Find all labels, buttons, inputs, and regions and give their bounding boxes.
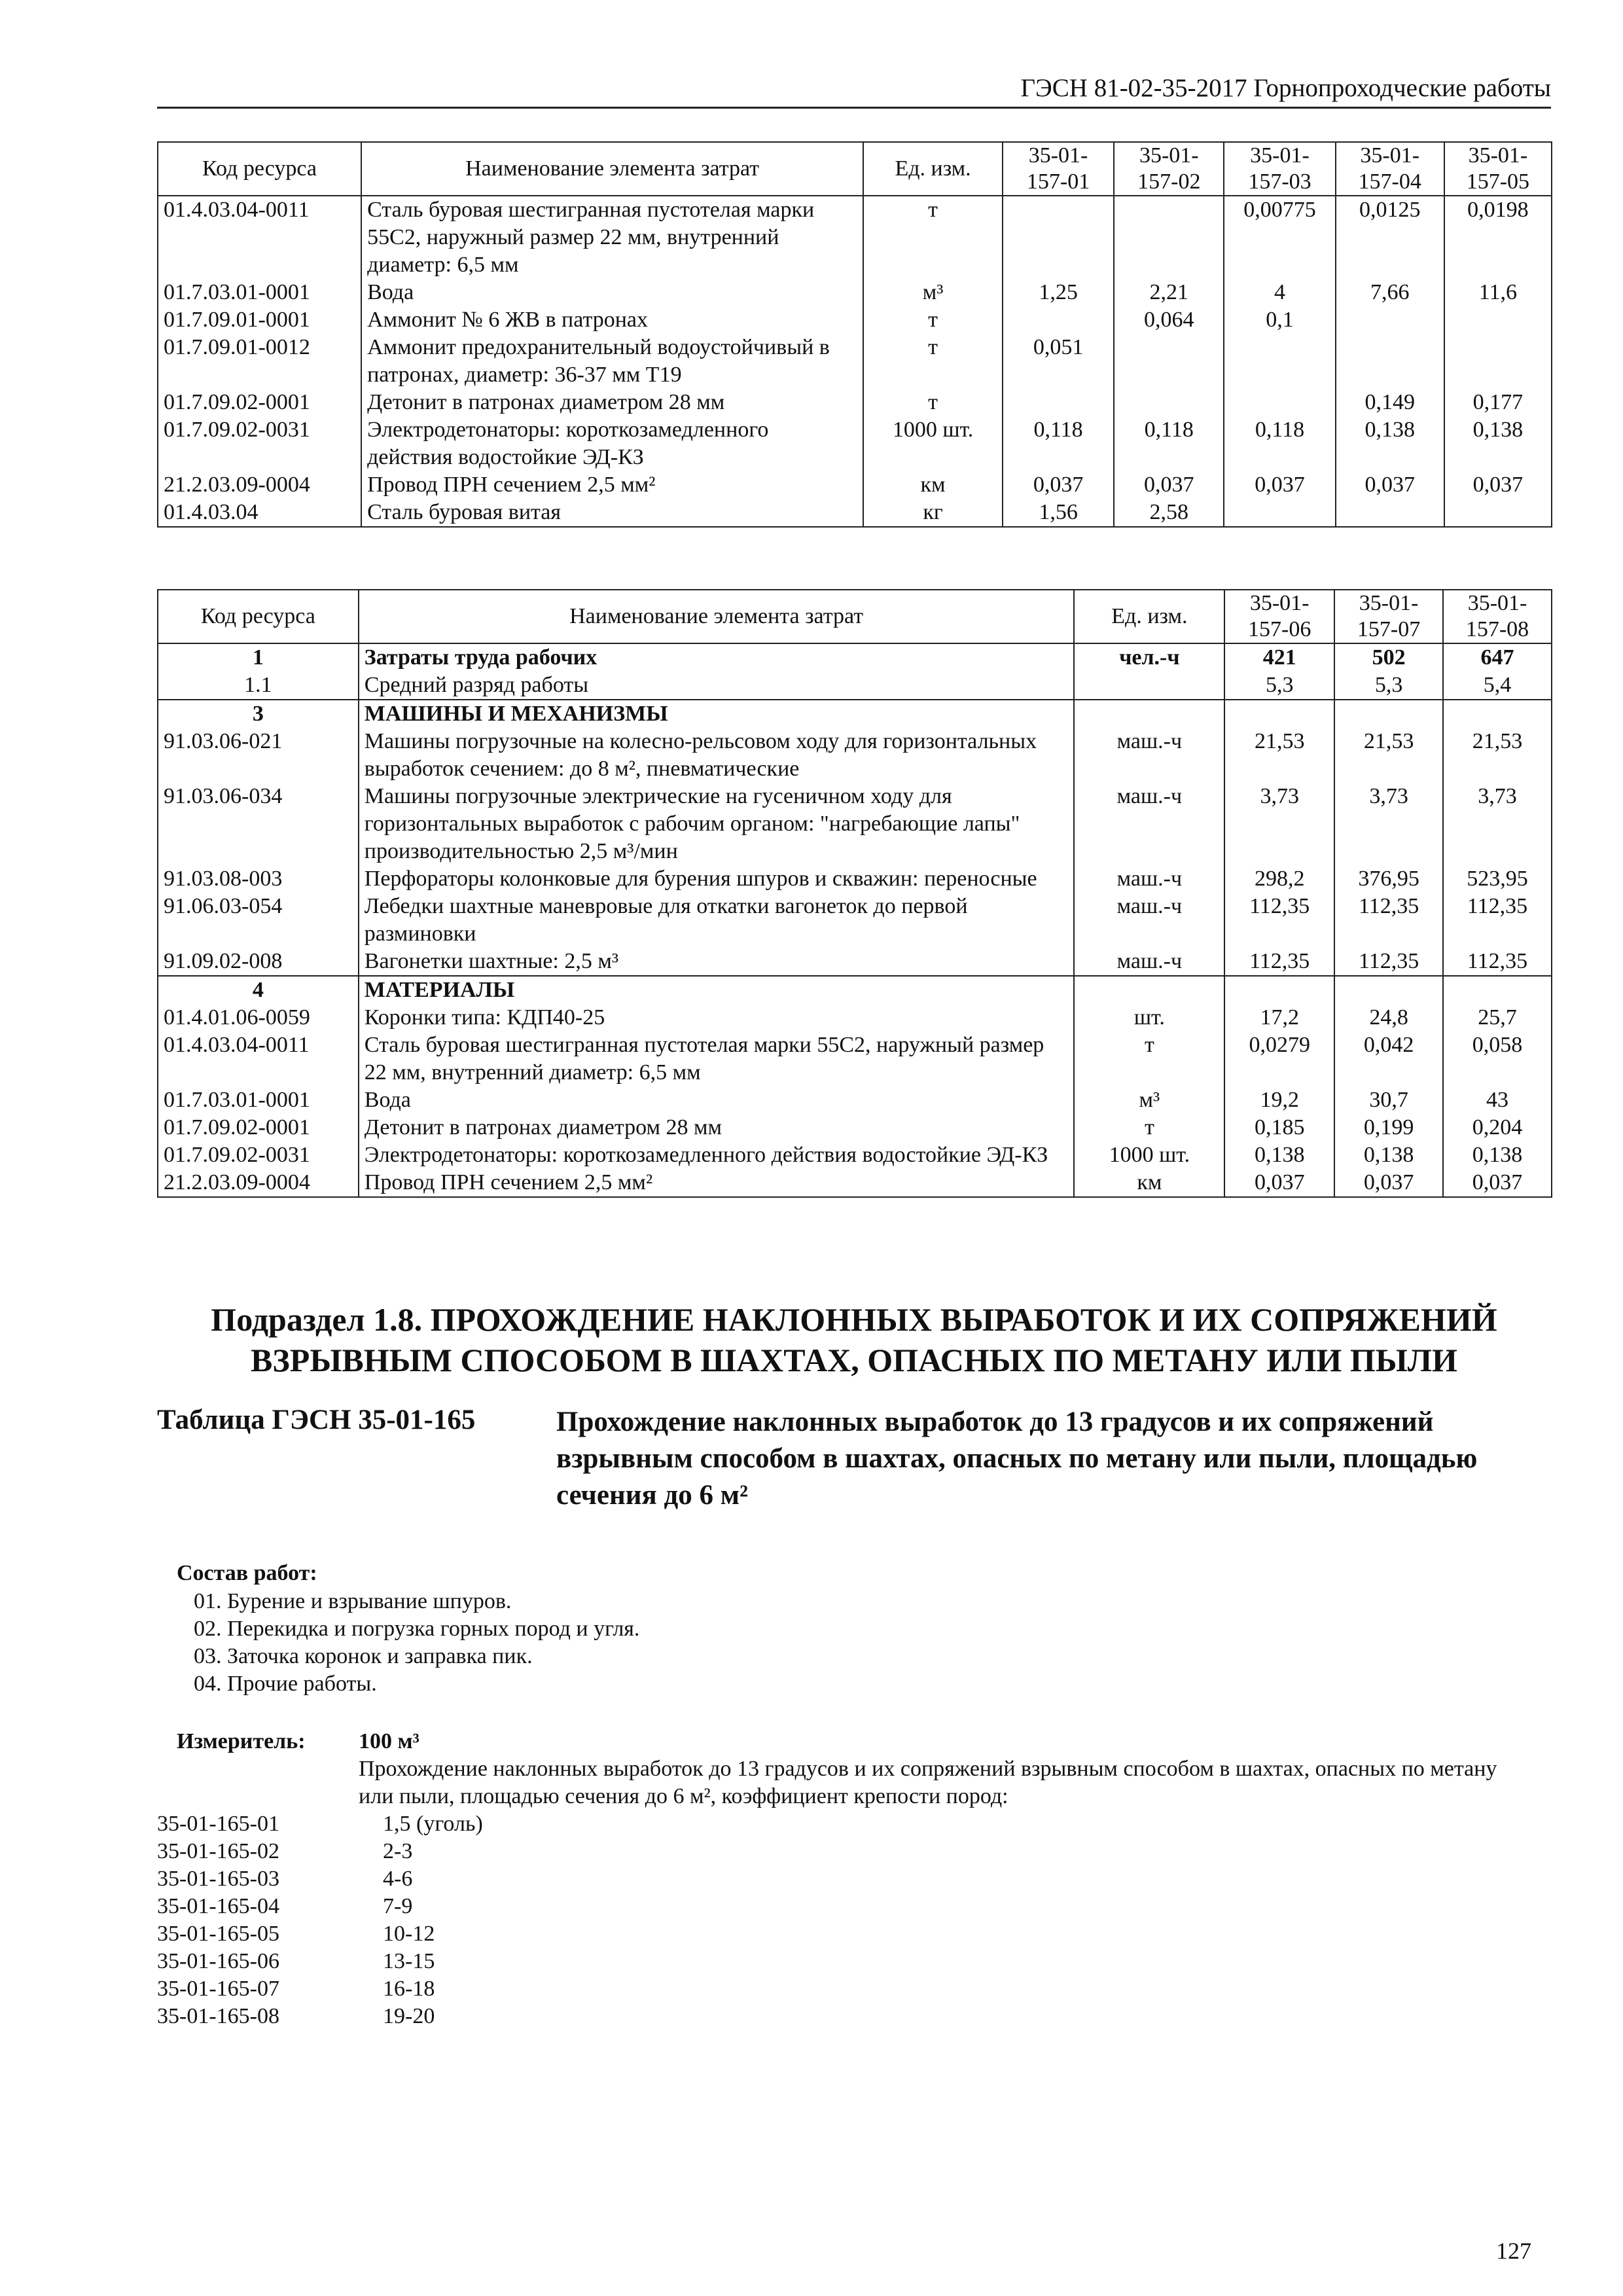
table-cell: 0,042: [1334, 1031, 1443, 1086]
table-cell: Аммонит № 6 ЖВ в патронах: [361, 306, 863, 334]
table-cell: [1444, 499, 1552, 527]
table-row: [158, 499, 1552, 527]
table-cell: 4: [1224, 279, 1335, 306]
table-row: [158, 948, 1552, 976]
code-value: 1,5 (уголь): [383, 1812, 483, 1836]
table-cell: 01.7.03.01-0001: [158, 279, 361, 306]
table-cell: 30,7: [1334, 1086, 1443, 1114]
code: 35-01-165-07: [157, 1977, 279, 2001]
table-cell: Перфораторы колонковые для бурения шпуров и скважин: переносные: [359, 865, 1075, 893]
table-cell: 0,118: [1224, 416, 1335, 471]
table-cell: маш.-ч: [1074, 783, 1224, 865]
table-cell: Сталь буровая шестигранная пустотелая марки 55С2, наружный размер 22 мм, внутренний диаметр: 6,5 мм: [361, 196, 863, 279]
table-cell: чел.-ч: [1074, 643, 1224, 672]
table-cell: Лебедки шахтные маневровые для откатки вагонеток до первой разминовки: [359, 893, 1075, 948]
table-cell: МАШИНЫ И МЕХАНИЗМЫ: [359, 700, 1075, 728]
table-cell: 7,66: [1336, 279, 1444, 306]
code-row: [157, 1838, 942, 1865]
table-cell: 523,95: [1443, 865, 1552, 893]
table-cell: 376,95: [1334, 865, 1443, 893]
code-value: 16-18: [383, 1977, 435, 2001]
table-cell: 01.4.03.04-0011: [158, 1031, 359, 1086]
table-cell: маш.-ч: [1074, 865, 1224, 893]
table-row: [158, 279, 1552, 306]
table-cell: м³: [863, 279, 1003, 306]
table-cell: 0,138: [1334, 1141, 1443, 1169]
table-cell: шт.: [1074, 1004, 1224, 1031]
table-cell: 0,037: [1444, 471, 1552, 499]
code: 35-01-165-05: [157, 1922, 279, 1946]
table-row: [158, 783, 1552, 865]
table-cell: Детонит в патронах диаметром 28 мм: [361, 389, 863, 416]
code-row: [157, 1865, 942, 1893]
table-cell: Сталь буровая шестигранная пустотелая марки 55С2, наружный размер 22 мм, внутренний диаметр: 6,5 мм: [359, 1031, 1075, 1086]
column-header: Код ресурса: [158, 142, 361, 196]
table-cell: 91.09.02-008: [158, 948, 359, 976]
table-cell: 0,037: [1443, 1169, 1552, 1197]
table-cell: маш.-ч: [1074, 893, 1224, 948]
table-cell: 0,037: [1224, 1169, 1334, 1197]
table-header-row: [158, 590, 1552, 643]
table-cell: 0,138: [1444, 416, 1552, 471]
table-cell: Сталь буровая витая: [361, 499, 863, 527]
table-row: [158, 643, 1552, 672]
table-cell: 502: [1334, 643, 1443, 672]
table-cell: 21,53: [1334, 728, 1443, 783]
table-cell: Аммонит предохранительный водоустойчивый в патронах, диаметр: 36-37 мм Т19: [361, 334, 863, 389]
table-cell: 21,53: [1224, 728, 1334, 783]
resource-table-2: [157, 589, 1552, 1198]
table-row: [158, 471, 1552, 499]
resource-table-1: [157, 141, 1552, 528]
table-cell: 1,25: [1003, 279, 1114, 306]
table-cell: [1444, 334, 1552, 389]
table-cell: т: [863, 306, 1003, 334]
table-cell: 91.03.06-034: [158, 783, 359, 865]
table-cell: 0,118: [1114, 416, 1224, 471]
code-row: [157, 1810, 942, 1838]
table-cell: 5,3: [1224, 672, 1334, 700]
table-cell: [1334, 976, 1443, 1004]
table-cell: 112,35: [1443, 893, 1552, 948]
subsection-title-line1: Подраздел 1.8. ПРОХОЖДЕНИЕ НАКЛОННЫХ ВЫРАБОТОК И ИХ СОПРЯЖЕНИЙ: [211, 1301, 1497, 1338]
table-cell: [1224, 389, 1335, 416]
code-row: [157, 1948, 942, 1975]
table-cell: Электродетонаторы: короткозамедленного действия водостойкие ЭД-КЗ: [359, 1141, 1075, 1169]
table-cell: [1224, 700, 1334, 728]
measure-value: 100 м³: [359, 1729, 419, 1753]
code: 35-01-165-02: [157, 1839, 279, 1863]
table-cell: 01.7.09.01-0012: [158, 334, 361, 389]
table-cell: Детонит в патронах диаметром 28 мм: [359, 1114, 1075, 1141]
table-row: [158, 1114, 1552, 1141]
table-cell: 5,3: [1334, 672, 1443, 700]
table-cell: 112,35: [1334, 948, 1443, 976]
table-cell: 298,2: [1224, 865, 1334, 893]
table-cell: [1224, 499, 1335, 527]
table-cell: 01.4.01.06-0059: [158, 1004, 359, 1031]
table-row: [158, 976, 1552, 1004]
column-header: 35-01-157-03: [1224, 142, 1335, 196]
column-header: Наименование элемента затрат: [359, 590, 1075, 643]
table-row: [158, 416, 1552, 471]
table-cell: Вагонетки шахтные: 2,5 м³: [359, 948, 1075, 976]
table-row: [158, 389, 1552, 416]
table-cell: 01.7.09.01-0001: [158, 306, 361, 334]
table-cell: Электродетонаторы: короткозамедленного действия водостойкие ЭД-КЗ: [361, 416, 863, 471]
table-cell: [1443, 976, 1552, 1004]
table-cell: 0,037: [1336, 471, 1444, 499]
works-list-item: 02. Перекидка и погрузка горных пород и угля.: [194, 1617, 640, 1641]
table-cell: 0,051: [1003, 334, 1114, 389]
subsection-title-line2: ВЗРЫВНЫМ СПОСОБОМ В ШАХТАХ, ОПАСНЫХ ПО МЕТАНУ ИЛИ ПЫЛИ: [251, 1342, 1457, 1378]
table-cell: 112,35: [1334, 893, 1443, 948]
table-cell: 3: [158, 700, 359, 728]
table-cell: МАТЕРИАЛЫ: [359, 976, 1075, 1004]
table-cell: [1114, 196, 1224, 279]
table-cell: 0,149: [1336, 389, 1444, 416]
codes-list: [157, 1810, 942, 2030]
table-cell: Затраты труда рабочих: [359, 643, 1075, 672]
page-header: ГЭСН 81-02-35-2017 Горнопроходческие работы: [157, 73, 1551, 109]
code-value: 13-15: [383, 1949, 435, 1973]
column-header: Наименование элемента затрат: [361, 142, 863, 196]
table-cell: 2,58: [1114, 499, 1224, 527]
table-cell: т: [863, 334, 1003, 389]
table-cell: 112,35: [1443, 948, 1552, 976]
code-row: [157, 2003, 942, 2030]
table-cell: Средний разряд работы: [359, 672, 1075, 700]
table-cell: 112,35: [1224, 893, 1334, 948]
code-value: 7-9: [383, 1894, 413, 1918]
table-cell: 21,53: [1443, 728, 1552, 783]
subsection-title: [157, 1299, 1551, 1380]
table-cell: 0,058: [1443, 1031, 1552, 1086]
column-header: 35-01-157-05: [1444, 142, 1552, 196]
works-label: Состав работ:: [177, 1561, 317, 1585]
code: 35-01-165-03: [157, 1867, 279, 1891]
table-cell: 01.7.09.02-0031: [158, 416, 361, 471]
table-cell: 21.2.03.09-0004: [158, 471, 361, 499]
table-cell: т: [1074, 1114, 1224, 1141]
table-cell: 01.7.09.02-0001: [158, 1114, 359, 1141]
table-row: [158, 1169, 1552, 1197]
table-cell: 01.4.03.04: [158, 499, 361, 527]
table-cell: 0,0198: [1444, 196, 1552, 279]
table-cell: [1114, 389, 1224, 416]
table-cell: 1000 шт.: [863, 416, 1003, 471]
table-cell: 0,037: [1334, 1169, 1443, 1197]
table-cell: [1336, 306, 1444, 334]
table-cell: 0,138: [1224, 1141, 1334, 1169]
table-header-row: [158, 142, 1552, 196]
table-cell: 0,0279: [1224, 1031, 1334, 1086]
table-cell: [1336, 499, 1444, 527]
table-row: [158, 1086, 1552, 1114]
table-cell: 0,138: [1443, 1141, 1552, 1169]
table-cell: 0,204: [1443, 1114, 1552, 1141]
table-cell: кг: [863, 499, 1003, 527]
table-cell: маш.-ч: [1074, 728, 1224, 783]
table-cell: 0,199: [1334, 1114, 1443, 1141]
table-row: [158, 865, 1552, 893]
table-row: [158, 1004, 1552, 1031]
table-cell: Провод ПРН сечением 2,5 мм²: [359, 1169, 1075, 1197]
table-row: [158, 700, 1552, 728]
table-cell: 0,0125: [1336, 196, 1444, 279]
table-cell: Вода: [361, 279, 863, 306]
table-cell: 1,56: [1003, 499, 1114, 527]
table-cell: 91.03.06-021: [158, 728, 359, 783]
table-cell: 647: [1443, 643, 1552, 672]
table-cell: 0,177: [1444, 389, 1552, 416]
table-row: [158, 893, 1552, 948]
code-row: [157, 1920, 942, 1948]
table-row: [158, 1141, 1552, 1169]
table-cell: 91.06.03-054: [158, 893, 359, 948]
table-cell: 01.7.09.02-0031: [158, 1141, 359, 1169]
table-cell: [1074, 672, 1224, 700]
table-cell: Машины погрузочные на колесно-рельсовом ходу для горизонтальных выработок сечением: до 8 м², пневматические: [359, 728, 1075, 783]
column-header: 35-01-157-01: [1003, 142, 1114, 196]
table-cell: т: [863, 196, 1003, 279]
table-cell: [1224, 334, 1335, 389]
table-cell: [1336, 334, 1444, 389]
table-cell: 421: [1224, 643, 1334, 672]
table-cell: 25,7: [1443, 1004, 1552, 1031]
table-row: [158, 728, 1552, 783]
table-cell: км: [1074, 1169, 1224, 1197]
table-cell: 0,118: [1003, 416, 1114, 471]
code-value: 4-6: [383, 1867, 413, 1891]
table-cell: 01.7.09.02-0001: [158, 389, 361, 416]
table-cell: 17,2: [1224, 1004, 1334, 1031]
table-row: [158, 334, 1552, 389]
table-cell: [1074, 976, 1224, 1004]
table-cell: 11,6: [1444, 279, 1552, 306]
table-cell: 0,00775: [1224, 196, 1335, 279]
code-row: [157, 1893, 942, 1920]
table-cell: 0,037: [1114, 471, 1224, 499]
table-cell: [1003, 196, 1114, 279]
table-cell: 0,064: [1114, 306, 1224, 334]
column-header: Ед. изм.: [1074, 590, 1224, 643]
table-cell: [1443, 700, 1552, 728]
table-cell: 19,2: [1224, 1086, 1334, 1114]
table-cell: 1.1: [158, 672, 359, 700]
table-cell: 21.2.03.09-0004: [158, 1169, 359, 1197]
code-value: 2-3: [383, 1839, 413, 1863]
table-cell: Провод ПРН сечением 2,5 мм²: [361, 471, 863, 499]
works-list-item: 04. Прочие работы.: [194, 1672, 377, 1696]
measure-label: Измеритель:: [177, 1729, 306, 1753]
table-cell: Машины погрузочные электрические на гусеничном ходу для горизонтальных выработок с рабочим органом: "нагребающие лапы" производительностью 2,5 м³/мин: [359, 783, 1075, 865]
table-cell: 4: [158, 976, 359, 1004]
table-cell: 0,138: [1336, 416, 1444, 471]
table-cell: Коронки типа: КДП40-25: [359, 1004, 1075, 1031]
table-cell: [1003, 389, 1114, 416]
table-cell: т: [863, 389, 1003, 416]
column-header: 35-01-157-06: [1224, 590, 1334, 643]
table-reference-name: Таблица ГЭСН 35-01-165: [157, 1405, 476, 1435]
table-cell: 01.7.03.01-0001: [158, 1086, 359, 1114]
column-header: Код ресурса: [158, 590, 359, 643]
column-header: 35-01-157-08: [1443, 590, 1552, 643]
column-header: 35-01-157-02: [1114, 142, 1224, 196]
table-cell: км: [863, 471, 1003, 499]
table-cell: 3,73: [1334, 783, 1443, 865]
table-cell: 5,4: [1443, 672, 1552, 700]
table-cell: м³: [1074, 1086, 1224, 1114]
table-cell: маш.-ч: [1074, 948, 1224, 976]
measure-description: Прохождение наклонных выработок до 13 градусов и их сопряжений взрывным способом в шахтах, опасных по метану или пыли, площадью сечения до 6 м², коэффициент крепости пород:: [359, 1757, 1497, 1808]
table-reference-title: Прохождение наклонных выработок до 13 градусов и их сопряжений взрывным способом в шахтах, опасных по метану или пыли, площадью сечения до 6 м²: [556, 1407, 1478, 1511]
table-cell: 3,73: [1224, 783, 1334, 865]
table-cell: Вода: [359, 1086, 1075, 1114]
table-cell: [1074, 700, 1224, 728]
column-header: Ед. изм.: [863, 142, 1003, 196]
column-header: 35-01-157-04: [1336, 142, 1444, 196]
table-row: [158, 1031, 1552, 1086]
table-cell: 0,037: [1003, 471, 1114, 499]
works-list-item: 01. Бурение и взрывание шпуров.: [194, 1589, 512, 1613]
code-row: [157, 1975, 942, 2003]
table-cell: 1: [158, 643, 359, 672]
code-value: 19-20: [383, 2004, 435, 2028]
table-cell: [1444, 306, 1552, 334]
table-cell: 0,185: [1224, 1114, 1334, 1141]
table-row: [158, 672, 1552, 700]
works-list: [194, 1588, 639, 1698]
code: 35-01-165-08: [157, 2004, 279, 2028]
code: 35-01-165-06: [157, 1949, 279, 1973]
table-cell: 3,73: [1443, 783, 1552, 865]
table-cell: 0,037: [1224, 471, 1335, 499]
table-cell: 24,8: [1334, 1004, 1443, 1031]
table-cell: [1334, 700, 1443, 728]
code: 35-01-165-04: [157, 1894, 279, 1918]
page-number: 127: [1496, 2238, 1531, 2264]
table-row: [158, 306, 1552, 334]
table-cell: [1224, 976, 1334, 1004]
works-list-item: 03. Заточка коронок и заправка пик.: [194, 1644, 533, 1668]
table-cell: 2,21: [1114, 279, 1224, 306]
code: 35-01-165-01: [157, 1812, 279, 1836]
table-cell: [1114, 334, 1224, 389]
table-cell: 01.4.03.04-0011: [158, 196, 361, 279]
code-value: 10-12: [383, 1922, 435, 1946]
table-cell: [1003, 306, 1114, 334]
table-cell: 1000 шт.: [1074, 1141, 1224, 1169]
table-cell: 91.03.08-003: [158, 865, 359, 893]
table-cell: 112,35: [1224, 948, 1334, 976]
table-cell: 43: [1443, 1086, 1552, 1114]
table-cell: 0,1: [1224, 306, 1335, 334]
column-header: 35-01-157-07: [1334, 590, 1443, 643]
table-row: [158, 196, 1552, 279]
table-cell: т: [1074, 1031, 1224, 1086]
